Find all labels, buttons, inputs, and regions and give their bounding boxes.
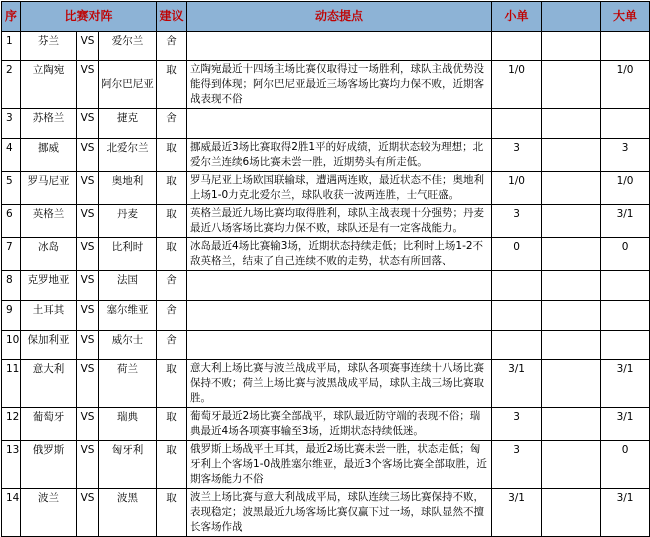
pick-value: 取 [157,238,187,271]
spacer-cell [542,271,601,301]
spacer-cell [542,360,601,408]
away-team: 瑞典 [99,408,157,441]
pick-value: 取 [157,172,187,205]
row-number: 8 [2,271,21,301]
table-row [2,441,650,489]
small-bet-value [492,271,542,301]
row-number: 11 [2,360,21,408]
spacer-cell [542,408,601,441]
small-bet-value: 3/1 [492,360,542,408]
row-number: 12 [2,408,21,441]
big-bet-value: 1/0 [601,172,650,205]
pick-value: 取 [157,61,187,109]
header-match: 比赛对阵 [21,2,157,32]
big-bet-value [601,271,650,301]
table-row [2,205,650,238]
row-number: 10 [2,331,21,360]
away-team: 法国 [99,271,157,301]
header-pick: 建议 [157,2,187,32]
small-bet-value [492,32,542,61]
row-number: 14 [2,489,21,537]
table-row [2,331,650,360]
big-bet-value: 0 [601,441,650,489]
note-text: 立陶宛最近十四场主场比赛仅取得过一场胜利，球队主战优势没能得到体现；阿尔巴尼亚最近三场客场比赛均力保不败，近期客战表现不俗 [187,61,492,109]
row-number: 13 [2,441,21,489]
small-bet-value: 3 [492,139,542,172]
row-number: 5 [2,172,21,205]
vs-label: VS [77,238,99,271]
home-team: 俄罗斯 [21,441,77,489]
header-big: 大单 [601,2,650,32]
vs-label: VS [77,109,99,139]
vs-label: VS [77,271,99,301]
big-bet-value: 3/1 [601,489,650,537]
vs-label: VS [77,489,99,537]
match-table [1,1,650,537]
away-team: 威尔士 [99,331,157,360]
away-team: 匈牙利 [99,441,157,489]
big-bet-value [601,32,650,61]
home-team: 克罗地亚 [21,271,77,301]
big-bet-value: 1/0 [601,61,650,109]
spacer-cell [542,109,601,139]
row-number: 6 [2,205,21,238]
row-number: 1 [2,32,21,61]
home-team: 英格兰 [21,205,77,238]
note-text [187,109,492,139]
big-bet-value: 3/1 [601,408,650,441]
pick-value: 舍 [157,109,187,139]
note-text [187,271,492,301]
pick-value: 舍 [157,32,187,61]
away-team: 捷克 [99,109,157,139]
spacer-cell [542,238,601,271]
away-team: 奥地利 [99,172,157,205]
big-bet-value: 3 [601,139,650,172]
big-bet-value [601,301,650,331]
spacer-cell [542,301,601,331]
spacer-cell [542,139,601,172]
row-number: 2 [2,61,21,109]
pick-value: 舍 [157,271,187,301]
big-bet-value [601,109,650,139]
spacer-cell [542,489,601,537]
small-bet-value [492,301,542,331]
header-row [2,2,650,32]
home-team: 意大利 [21,360,77,408]
table-row [2,172,650,205]
spacer-cell [542,61,601,109]
small-bet-value: 1/0 [492,172,542,205]
note-text: 冰岛最近4场比赛输3场，近期状态持续走低；比利时上场1-2不敌英格兰，结束了自己连续不败的走势，状态有所回落、 [187,238,492,271]
table-row [2,360,650,408]
spacer-cell [542,32,601,61]
table-row [2,238,650,271]
big-bet-value: 3/1 [601,205,650,238]
pick-value: 取 [157,360,187,408]
note-text: 罗马尼亚上场欧国联输球，遭遇两连败，最近状态不佳；奥地利上场1-0力克北爱尔兰，球队收获一波两连胜，士气旺盛。 [187,172,492,205]
header-gap [542,2,601,32]
small-bet-value: 3/1 [492,489,542,537]
home-team: 苏格兰 [21,109,77,139]
big-bet-value: 3/1 [601,360,650,408]
vs-label: VS [77,172,99,205]
row-number: 3 [2,109,21,139]
table-row [2,489,650,537]
small-bet-value [492,109,542,139]
big-bet-value [601,331,650,360]
small-bet-value: 0 [492,238,542,271]
table-row [2,61,650,109]
home-team: 冰岛 [21,238,77,271]
vs-label: VS [77,61,99,109]
away-team: 塞尔维亚 [99,301,157,331]
pick-value: 舍 [157,331,187,360]
small-bet-value: 3 [492,205,542,238]
table-row [2,408,650,441]
small-bet-value: 3 [492,441,542,489]
note-text [187,331,492,360]
table-row [2,32,650,61]
pick-value: 取 [157,489,187,537]
vs-label: VS [77,331,99,360]
spacer-cell [542,441,601,489]
home-team: 保加利亚 [21,331,77,360]
table-row [2,271,650,301]
table-row [2,139,650,172]
vs-label: VS [77,360,99,408]
note-text: 葡萄牙最近2场比赛全部战平，球队最近防守端的表现不俗；瑞典最近4场各项赛事输至3场，近期状态持续低迷。 [187,408,492,441]
note-text [187,301,492,331]
note-text: 波兰上场比赛与意大利战成平局，球队连续三场比赛保持不败，表现稳定；波黑最近九场客场比赛仅赢下过一场，球队显然不擅长客场作战 [187,489,492,537]
pick-value: 舍 [157,301,187,331]
home-team: 波兰 [21,489,77,537]
away-team: 爱尔兰 [99,32,157,61]
note-text: 英格兰最近九场比赛均取得胜利，球队主战表现十分强势；丹麦最近八场客场比赛均力保不败，球队还是有一定客战能力。 [187,205,492,238]
home-team: 挪威 [21,139,77,172]
vs-label: VS [77,205,99,238]
row-number: 9 [2,301,21,331]
note-text: 意大利上场比赛与波兰战成平局，球队各项赛事连续十八场比赛保持不败；荷兰上场比赛与波黑战成平局，球队主战三场比赛取胜。 [187,360,492,408]
header-note: 动态提点 [187,2,492,32]
row-number: 7 [2,238,21,271]
home-team: 土耳其 [21,301,77,331]
pick-value: 取 [157,441,187,489]
header-small: 小单 [492,2,542,32]
away-team: 比利时 [99,238,157,271]
note-text: 俄罗斯上场战平土耳其，最近2场比赛未尝一胜，状态走低；匈牙利上个客场1-0战胜塞尔维亚，最近3个客场比赛全部取胜，近期客场能力不俗 [187,441,492,489]
row-number: 4 [2,139,21,172]
table-row [2,301,650,331]
big-bet-value: 0 [601,238,650,271]
small-bet-value: 1/0 [492,61,542,109]
note-text: 挪威最近3场比赛取得2胜1平的好成绩，近期状态较为理想；北爱尔兰连续6场比赛未尝一胜，近期势头有所走低。 [187,139,492,172]
away-team: 荷兰 [99,360,157,408]
home-team: 葡萄牙 [21,408,77,441]
pick-value: 取 [157,408,187,441]
pick-value: 取 [157,139,187,172]
vs-label: VS [77,441,99,489]
spacer-cell [542,331,601,360]
home-team: 罗马尼亚 [21,172,77,205]
away-team: 波黑 [99,489,157,537]
vs-label: VS [77,139,99,172]
home-team: 立陶宛 [21,61,77,109]
vs-label: VS [77,301,99,331]
pick-value: 取 [157,205,187,238]
away-team: 阿尔巴尼亚 [99,61,157,109]
vs-label: VS [77,408,99,441]
away-team: 丹麦 [99,205,157,238]
note-text [187,32,492,61]
away-team: 北爱尔兰 [99,139,157,172]
table-row [2,109,650,139]
header-seq: 序 [2,2,21,32]
small-bet-value: 3 [492,408,542,441]
small-bet-value [492,331,542,360]
vs-label: VS [77,32,99,61]
spacer-cell [542,205,601,238]
spacer-cell [542,172,601,205]
home-team: 芬兰 [21,32,77,61]
